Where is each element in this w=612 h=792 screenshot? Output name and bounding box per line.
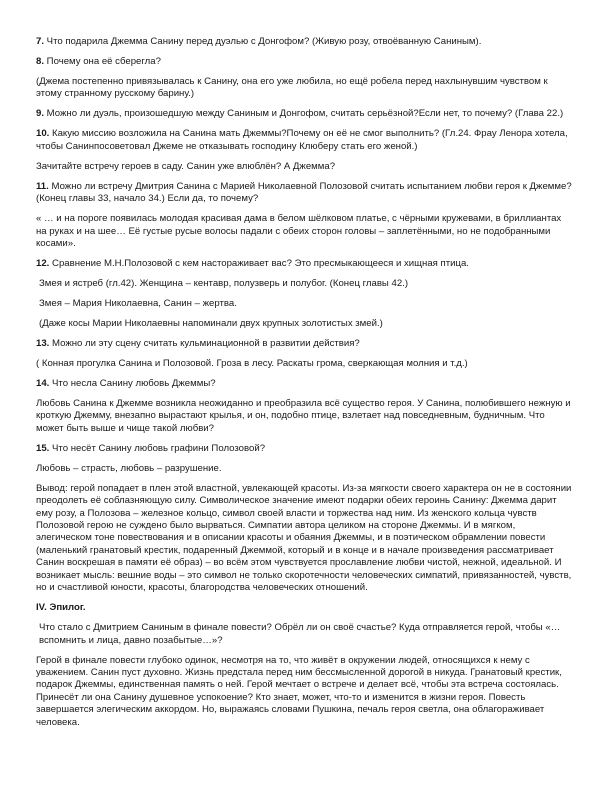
question-text: Можно ли встречу Дмитрия Санина с Марией Николаевной Полозовой считать испытанием любви героя к Джемме? (Конец главы 33, начало 34.) Если да, то почему? <box>36 180 572 205</box>
question-number: 12. <box>36 258 50 270</box>
question-number: 9. <box>36 108 45 120</box>
question-number: 11. <box>36 180 49 192</box>
question-text: Можно ли эту сцену считать кульминационной в развитии действия? <box>49 338 360 350</box>
quote-polozova: « … и на пороге появилась молодая красивая дама в белом шёлковом платье, с чёрными кружевами, в бриллиантах на руках и на шее… Её густые русые волосы падали с обеих сторон головы – заплетёнными, но не подобранными косами». <box>36 213 562 250</box>
question-10 <box>36 128 572 153</box>
answer-12-a: Змея и ястреб (гл.42). Женщина – кентавр, полузверь и полубог. (Конец главы 42.) <box>39 278 409 290</box>
question-number: 8. <box>36 56 45 67</box>
question-text: Почему она её сберегла? <box>44 56 161 67</box>
question-text: Что несла Санину любовь Джеммы? <box>49 378 216 390</box>
answer-8: (Джема постепенно привязывалась к Санину, она его уже любила, но ещё робела перед нахлынувшим чувством к этому странному русскому барину.) <box>36 76 548 100</box>
question-number: 7. <box>36 36 45 47</box>
conclusion: Вывод: герой попадает в плен этой властной, увлекающей красоты. Из-за мягкости своего характера он не в состоянии преодолеть её соблазняющую силу. Символическое значение имеют подарки обеих героинь Санину: Джемма дарит ему розу, а Полозова – железное кольцо, символ своей власти и торжества над ним. Из женского кольца чувств Полозовой герою не суждено было вырваться. Симпатии автора целиком на стороне Джеммы. И в мягком, элегическом тоне повествования и в описании красоты и обаяния Джеммы, и в поэтическом обрамлении повести (маленький гранатовый крестик, подаренный Джеммой, который и в конце и в начале произведения рассматривает Санин воскрешая в памяти её образ) – во всём этом чувствуется прославление любви чистой, нежной, идеальной. И возникает мысль: вешние воды – это символ не только скоротечности человеческих симпатий, привязанностей, чувств, но и счастливой юности, красоты, благородства человеческих отношений. <box>36 482 572 594</box>
section-heading-epilogue: IV. Эпилог. <box>36 602 86 614</box>
answer-14: Любовь Санина к Джемме возникла неожиданно и преобразила всё существо героя. У Санина, полюбившего нежную и кроткую Джемму, внезапно вырастают крылья, и он, подобно птице, взлетает над повседневным, будничным. Что может быть выше и чище такой любви? <box>36 398 571 434</box>
answer-15: Любовь – страсть, любовь – разрушение. <box>36 462 222 474</box>
question-number: 10. <box>36 128 50 140</box>
question-number: 13. <box>36 338 50 350</box>
question-13 <box>36 338 572 350</box>
question-text: Можно ли дуэль, произошедшую между Саниным и Донгофом, считать серьёзной?Если нет, то почему? (Глава 22.) <box>44 108 564 120</box>
question-11 <box>36 181 572 206</box>
answer-12-b: Змея – Мария Николаевна, Санин – жертва. <box>39 298 237 310</box>
garden-question: Зачитайте встречу героев в саду. Санин уже влюблён? А Джемма? <box>36 160 336 172</box>
question-12 <box>36 258 572 270</box>
question-8 <box>36 56 572 68</box>
question-14 <box>36 378 572 390</box>
answer-13: ( Конная прогулка Санина и Полозовой. Гроза в лесу. Раскаты грома, сверкающая молния и т.д.) <box>36 358 468 370</box>
question-text: Что подарила Джемма Санину перед дуэлью с Донгофом? (Живую розу, отвоёванную Саниным). <box>44 36 482 47</box>
question-text: Что несёт Санину любовь графини Полозовой? <box>49 442 266 454</box>
question-15 <box>36 443 572 455</box>
question-number: 14. <box>36 378 50 390</box>
question-9 <box>36 108 572 120</box>
question-text: Какую миссию возложила на Санина мать Джеммы?Почему он её не смог выполнить? (Гл.24. Фрау Ленора хотела, чтобы Санинпосоветовал Джеме не отказывать господину Клюберу стать его женой.) <box>36 128 568 152</box>
question-7 <box>36 36 572 48</box>
epilogue-question: Что стало с Дмитрием Саниным в финале повести? Обрёл ли он своё счастье? Куда отправляется герой, чтобы «… вспомнить и лица, давно позабытые…»? <box>39 622 561 646</box>
epilogue-answer: Герой в финале повести глубоко одинок, несмотря на то, что живёт в окружении людей, относящихся к нему с уважением. Санин пуст духовно. Жизнь предстала перед ним бессмысленной дорогой в никуда. Гранатовый крестик, подарок Джеммы, единственная память о ней. Герой мечтает о встрече и делает всё, чтобы эта встреча состоялась. Принесёт ли она Санину душевное успокоение? Кто знает, может, что-то и изменится в жизни героя. Повесть завершается элегическим аккордом. Но, выражаясь словами Пушкина, печаль героя светла, она облагораживает человека. <box>36 654 562 728</box>
answer-12-c: (Даже косы Марии Николаевны напоминали двух крупных золотистых змей.) <box>39 318 383 330</box>
question-text: Сравнение М.Н.Полозовой с кем настораживает вас? Это пресмыкающееся и хищная птица. <box>49 258 469 270</box>
question-number: 15. <box>36 442 50 454</box>
